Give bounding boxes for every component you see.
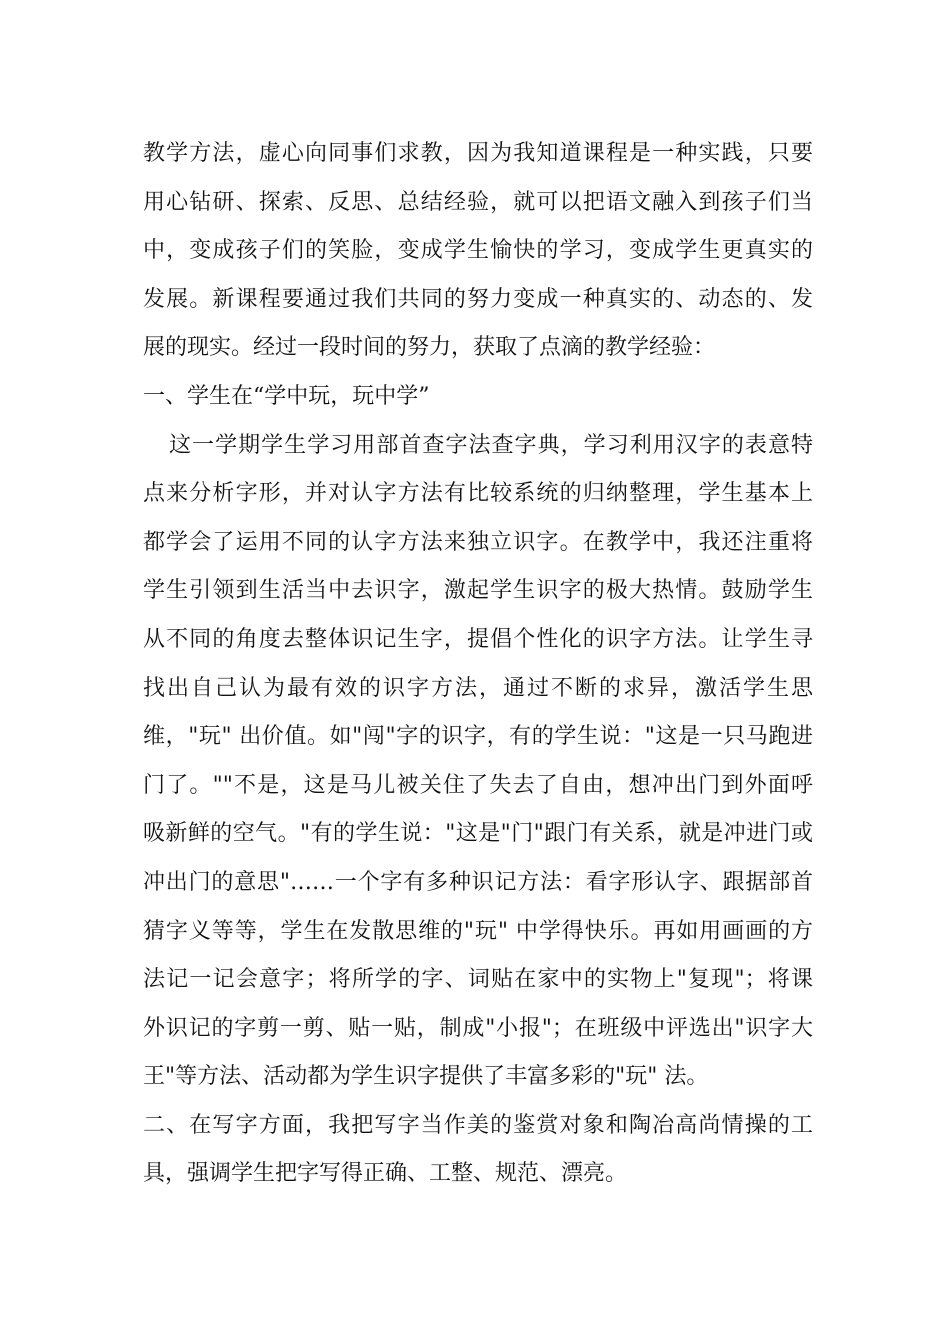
text-line: 二、在写字方面，我把写字当作美的鉴赏对象和陶冶高尚情操的工 — [143, 1112, 813, 1138]
text-line: 王"等方法、活动都为学生识字提供了丰富多彩的"玩" 法。 — [143, 1064, 709, 1090]
text-line: 中，变成孩子们的笑脸，变成学生愉快的学习，变成学生更真实的 — [143, 238, 813, 264]
text-line: 外识记的字剪一剪、贴一贴，制成"小报"；在班级中评选出"识字大 — [143, 1015, 813, 1041]
text-line: 找出自己认为最有效的识字方法，通过不断的求异，激活学生思 — [143, 675, 813, 701]
text-line: 冲出门的意思"……一个字有多种识记方法：看字形认字、跟据部首 — [143, 869, 813, 895]
text-line: 猜字义等等，学生在发散思维的"玩" 中学得快乐。再如用画画的方 — [143, 918, 813, 944]
paragraph-intro — [143, 130, 813, 373]
paragraph-writing — [143, 1102, 813, 1199]
paragraph-literacy — [143, 422, 813, 1102]
text-line: 维，"玩" 出价值。如"闯"字的识字，有的学生说："这是一只马跑进 — [143, 724, 813, 750]
text-line: 都学会了运用不同的认字方法来独立识字。在教学中，我还注重将 — [143, 529, 813, 555]
text-line: 学生引领到生活当中去识字，激起学生识字的极大热情。鼓励学生 — [143, 578, 813, 604]
text-line: 点来分析字形，并对认字方法有比较系统的归纳整理，学生基本上 — [143, 481, 813, 507]
text-line: 教学方法，虚心向同事们求教，因为我知道课程是一种实践，只要 — [143, 141, 813, 166]
text-line: 门了。""不是，这是马儿被关住了失去了自由，想冲出门到外面呼 — [143, 772, 813, 798]
document-body — [143, 130, 813, 1199]
text-line: 从不同的角度去整体识记生字，提倡个性化的识字方法。让学生寻 — [143, 626, 813, 652]
section-heading-1 — [143, 373, 813, 422]
text-line: 用心钻研、探索、反思、总结经验，就可以把语文融入到孩子们当 — [143, 189, 813, 215]
text-line: 吸新鲜的空气。"有的学生说："这是"门"跟门有关系，就是冲进门或 — [143, 821, 813, 847]
heading-text: 一、学生在“学中玩，玩中学” — [143, 383, 430, 409]
text-line: 展的现实。经过一段时间的努力，获取了点滴的教学经验： — [143, 335, 716, 361]
text-line: 法记一记会意字；将所学的字、词贴在家中的实物上"复现"；将课 — [143, 967, 813, 993]
text-line: 这一学期学生学习用部首查字法查字典，学习利用汉字的表意特 — [169, 432, 813, 458]
text-line: 具，强调学生把字写得正确、工整、规范、漂亮。 — [143, 1161, 628, 1187]
text-line: 发展。新课程要通过我们共同的努力变成一种真实的、动态的、发 — [143, 286, 813, 312]
